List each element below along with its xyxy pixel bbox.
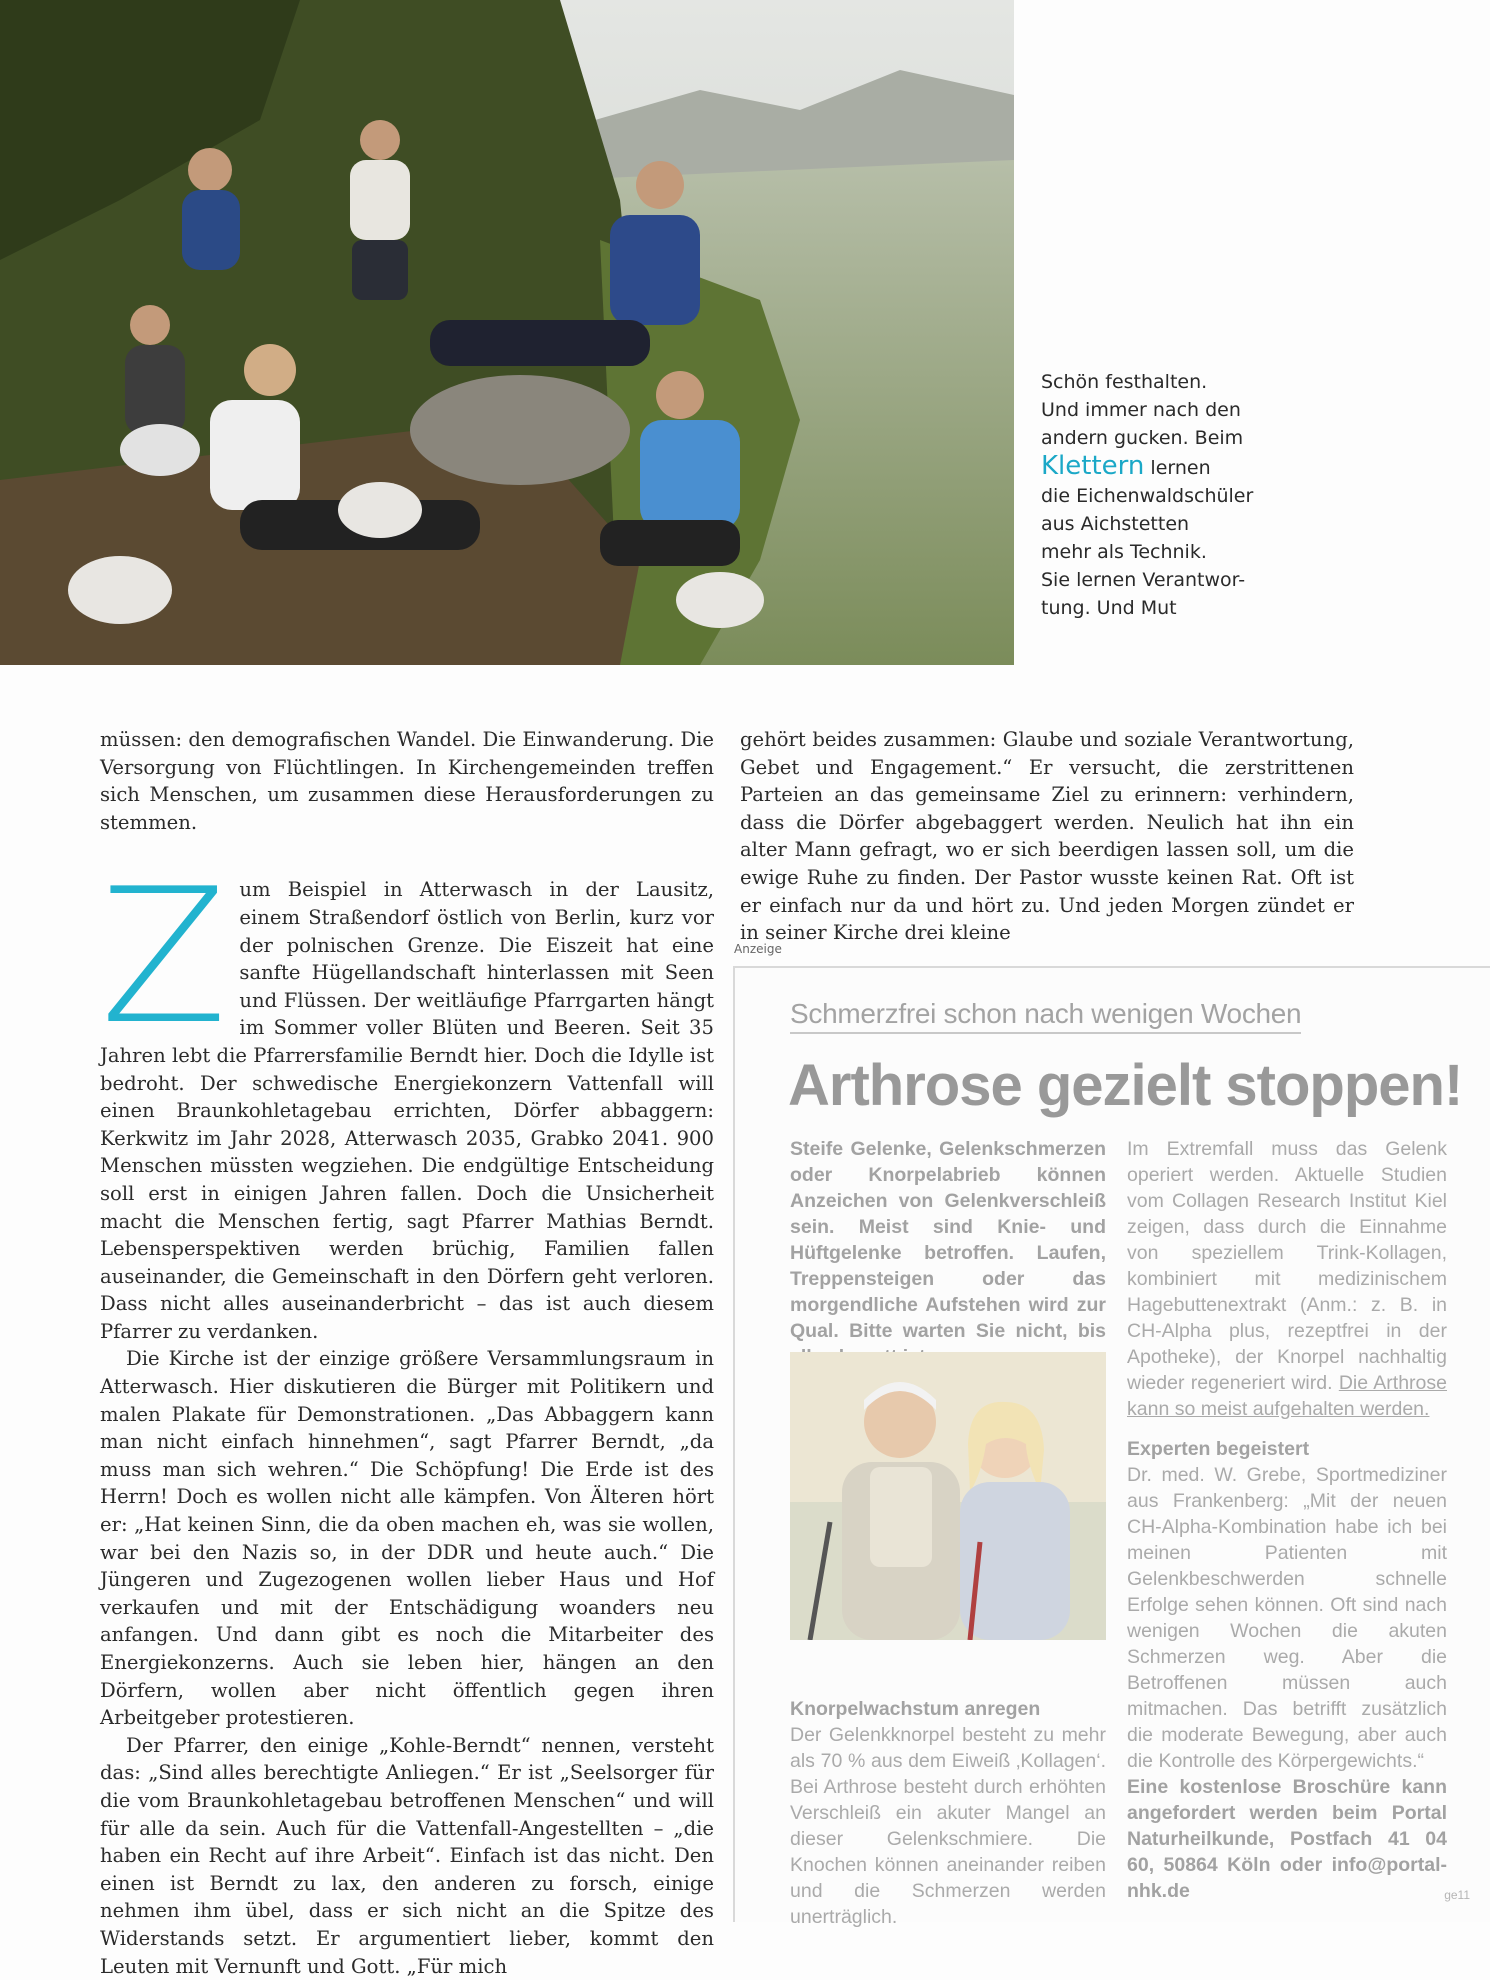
ad-subheading: Knorpelwachstum anregen [790, 1698, 1041, 1720]
ad-subheading: Experten begeistert [1127, 1438, 1310, 1460]
article-column-left [100, 726, 714, 1980]
caption-line: tung. Und Mut [1041, 597, 1177, 619]
ad-couple-photo [790, 1352, 1106, 1640]
ad-code: ge11 [1444, 1888, 1470, 1902]
caption-line: die Eichenwaldschüler [1041, 485, 1254, 507]
ad-intro-column [790, 1136, 1106, 1370]
ad-intro: Steife Gelenke, Gelenkschmerzen oder Knorpelabrieb können Anzeichen von Gelenkverschleiß sein. Meist sind Knie- und Hüftgelenke betroffen. Laufen, Treppensteigen oder das morgendliche Aufstehen wird zur Qual. Bitte warten Sie nicht, bis [790, 1138, 1106, 1342]
ad-text: Dr. med. W. Grebe, Sportmediziner aus Frankenberg: „Mit der neuen CH-Alpha-Kombination habe ich bei meinen Patienten mit Gelenkbeschwerden schnelle Erfolge sehen können. Oft sind nach wenigen Wochen die akuten Schmerzen weg. Aber die Betroffenen müssen auch mitmachen. Das betrifft zusätzlich die moderate Bewegung, aber auch die Kontrolle des Körpergewichts.“ [1127, 1464, 1447, 1772]
caption-line: Und immer nach den [1041, 399, 1241, 421]
caption-line: Sie lernen Verantwor- [1041, 569, 1246, 591]
caption-highlight: Klettern [1041, 451, 1145, 481]
photo-caption [1041, 368, 1271, 622]
article-paragraph: Die Kirche ist der einzige größere Versammlungsraum in Atterwasch. Hier diskutieren die Bürger mit Politikern und malen Plakate für Demonstrationen. „Das Abbaggern kann man nicht einfach hinnehmen“, sagt Pfarrer Berndt, „da muss man sich wehren.“ Die Schöpfung! Die Erde ist des Herrn! Doch es wollen nicht alle kämpfen. Von Älteren hört er: „Hat keinen Sinn, die da oben machen eh, was sie wollen, war bei den Nazis so, in der DDR und heute auch.“ Die Jüngeren und Zugezogenen wollen lieber Haus und Hof verkaufen und mit der Entschädigung woanders neu anfangen. Und dann gibt es noch die Mitarbeiter des Energiekonzerns. Auch sie leben hier, hängen an den Dörfern, wollen aber nicht öffentlich gegen ihren Arbeitgeber protestieren. [100, 1347, 714, 1730]
ad-headline: Arthrose gezielt stoppen! [788, 1053, 1463, 1118]
ad-text: Der Gelenkknorpel besteht zu mehr als 70 % aus dem Eiweiß ‚Kollagen‘. Bei Arthrose besteht durch erhöhten Verschleiß ein akuter Mangel an dieser Gelenkschmiere. Die Knochen können aneinander reiben und die Schmerzen werden unerträglich. [790, 1724, 1106, 1928]
article-paragraph-text: um Beispiel in Atterwasch in der Lausitz, einem Straßendorf östlich von Berlin, kurz vor der polnischen Grenze. Die Eiszeit hat eine sanfte Hügellandschaft hinterlassen mit Seen und Flüssen. Der weitläufige Pfarrgarten hängt im Sommer voller Blüten und Beeren. Seit 35 Jahren lebt die Pfarrersfamilie Berndt hier. Doch die Idylle ist bedroht. Der schwedische Energiekonzern Vattenfall will einen Braunkohletagebau errichten, Dörfer abbaggern: Kerkwitz im Jahr 2028, Atterwasch 2035, Grabko 2041. 900 Menschen müssten wegziehen. Die endgültige Entscheidung soll erst in einigen Jahren fallen. Doch die Unsicherheit macht die Menschen fertig, sagt Pfarrer Mathias Berndt. Lebensperspektiven werden brüchig, Familien fallen auseinander, die Gemeinschaft in den Dörfern geht verloren. Dass nicht alles auseinanderbricht – das ist auch diesem Pfarrer zu verdanken. [100, 878, 714, 1343]
couple-illustration [790, 1352, 1106, 1640]
ad-underlined-text: Die Arthrose kann so meist aufgehalten werden. [1127, 1372, 1447, 1420]
caption-line-rest: lernen [1144, 457, 1211, 479]
caption-line [1041, 452, 1271, 482]
ad-label: Anzeige [734, 942, 782, 956]
ad-kicker: Schmerzfrei schon nach wenigen Wochen [790, 998, 1301, 1034]
hero-photo [0, 0, 1014, 665]
article-paragraph: gehört beides zusammen: Glaube und soziale Verantwortung, Gebet und Engagement.“ Er versucht, die zerstrittenen Parteien an das gemeinsame Ziel zu erinnern: verhindern, dass die Dörfer abgebaggert werden. Neulich hat ihn ein alter Mann gefragt, wo er sich beerdigen lassen soll, um die ewige Ruhe zu finden. Der Pastor wusste keinen Rat. Oft ist er einfach nur da und hört zu. Und jeden Morgen zündet er in seiner Kirche drei kleine [740, 728, 1354, 945]
drop-cap: Z [100, 848, 228, 1066]
article-paragraph [100, 848, 714, 1345]
ad-call-to-action: Eine kostenlose Broschüre kann angefordert werden beim Portal Naturheilkunde, Postfach 41 04 60, 50864 Köln oder info@portal-nhk.de [1127, 1776, 1447, 1902]
article-paragraph: Der Pfarrer, den einige „Kohle-Berndt“ nennen, versteht das: „Sind alles berechtigte Anliegen.“ Er ist „Seelsorger für die vom Braunkohletagebau betroffenen Menschen“ und will für alle da sein. Auch für die Vattenfall-Angestellten – „die haben ein Recht auf ihre Arbeit“. Einfach ist das nicht. Den einen ist Berndt zu lax, den anderen zu forsch, einige nehmen ihm übel, dass er sich nicht an die Spitze des Widerstands setzt. Er argumentiert lieber, kommt den Leuten mit Vernunft und Gott. „Für mich [100, 1733, 714, 1978]
caption-line: mehr als Technik. [1041, 541, 1207, 563]
climbing-group-illustration [0, 0, 1014, 665]
advertisement [733, 966, 1490, 1928]
ad-text [1127, 1136, 1447, 1422]
ad-section-knorpel [790, 1696, 1106, 1930]
ad-text-part: Im Extremfall muss das Gelenk operiert werden. Aktuelle Studien vom Collagen Research Institut Kiel zeigen, dass durch die Einnahme von speziellem Trink-Kollagen, kombiniert mit medizinischem Hagebuttenextrakt (Anm.: z. B. in CH-Alpha plus, rezeptfrei in der Apotheke), der Knorpel nachhaltig wieder regeneriert wird. [1127, 1138, 1447, 1394]
caption-line: aus Aichstetten [1041, 513, 1190, 535]
caption-line: andern gucken. Beim [1041, 427, 1244, 449]
ad-right-column [1127, 1136, 1447, 1904]
article-column-right [740, 726, 1354, 947]
article-paragraph: müssen: den demografischen Wandel. Die Einwanderung. Die Versorgung von Flüchtlingen. In Kirchengemeinden treffen sich Menschen, um zusammen diese Herausforderungen zu stemmen. [100, 728, 714, 834]
caption-line: Schön festhalten. [1041, 371, 1208, 393]
